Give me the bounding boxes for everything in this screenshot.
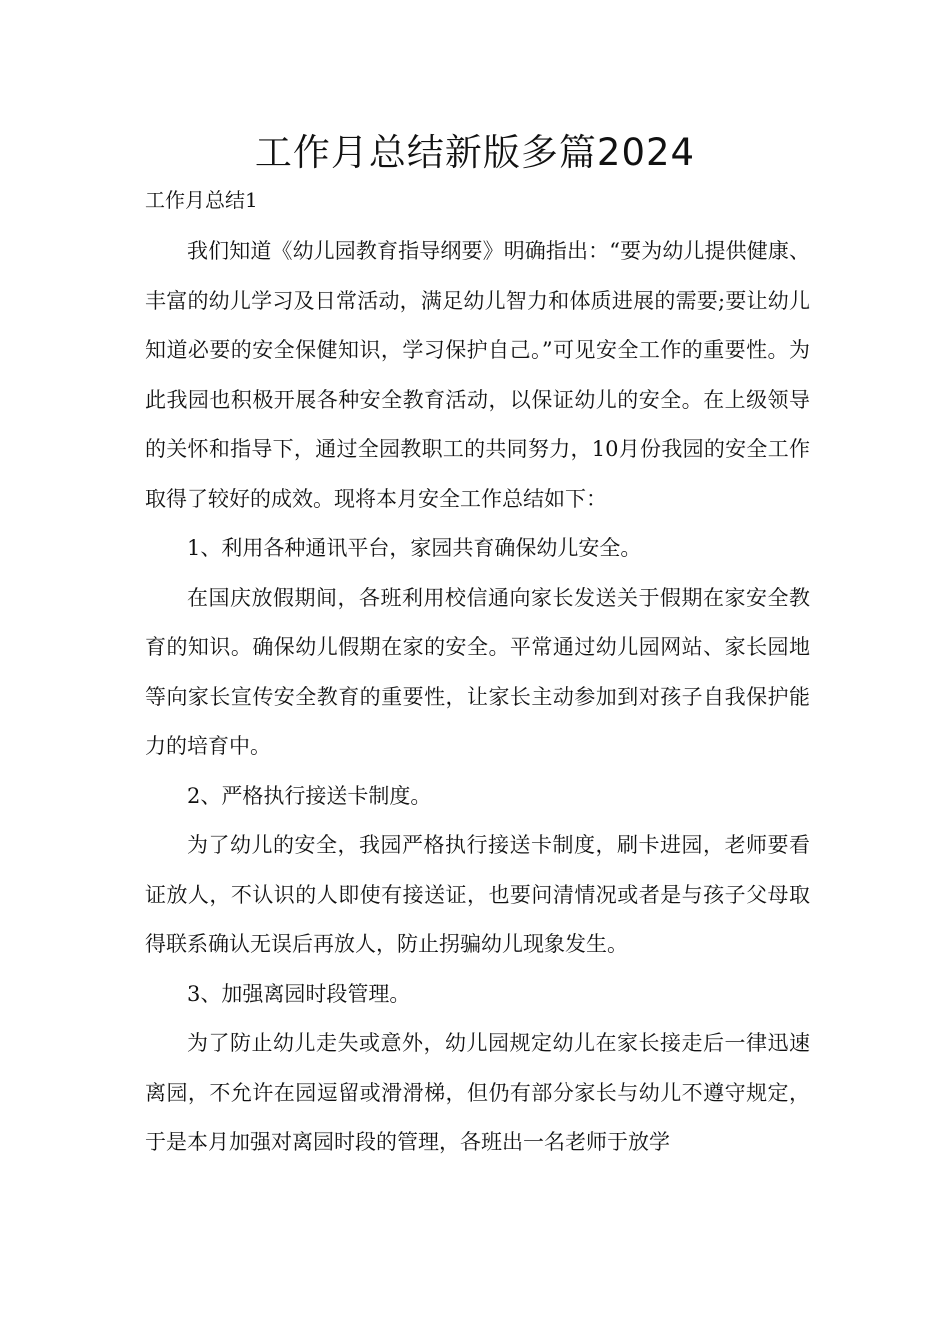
paragraph-heading-1: 1、利用各种通讯平台，家园共育确保幼儿安全。 — [187, 536, 642, 560]
document-title: 工作月总结新版多篇2024 — [254, 131, 696, 174]
paragraph-body-3: 为了防止幼儿走失或意外，幼儿园规定幼儿在家长接走后一律迅速离园，不允许在园逗留或滑滑梯，但仍有部分家长与幼儿不遵守规定，于是本月加强对离园时段的管理，各班出一名老师于放学 — [145, 1031, 810, 1154]
document-body — [145, 227, 810, 1168]
section-heading: 工作月总结1 — [145, 188, 258, 212]
paragraph-heading-2: 2、严格执行接送卡制度。 — [187, 783, 432, 808]
paragraph-body-1: 在国庆放假期间，各班利用校信通向家长发送关于假期在家安全教育的知识。确保幼儿假期在家的安全。平常通过幼儿园网站、家长园地等向家长宣传安全教育的重要性，让家长主动参加到对孩子自我保护能力的培育中。 — [145, 585, 810, 758]
paragraph-intro: 我们知道《幼儿园教育指导纲要》明确指出：“要为幼儿提供健康、丰富的幼儿学习及日常活动，满足幼儿智力和体质进展的需要;要让幼儿知道必要的安全保健知识，学习保护自己。”可见安全工作的重要性。为此我园也积极开展各种安全教育活动，以保证幼儿的安全。在上级领导的关怀和指导下，通过全园教职工的共同努力，10月份我园的安全工作取得了较好的成效。现将本月安全工作总结如下： — [145, 239, 810, 511]
paragraph-body-2: 为了幼儿的安全，我园严格执行接送卡制度，刷卡进园，老师要看证放人，不认识的人即使有接送证，也要问清情况或者是与孩子父母取得联系确认无误后再放人，防止拐骗幼儿现象发生。 — [145, 833, 810, 956]
paragraph-heading-3: 3、加强离园时段管理。 — [187, 981, 411, 1006]
